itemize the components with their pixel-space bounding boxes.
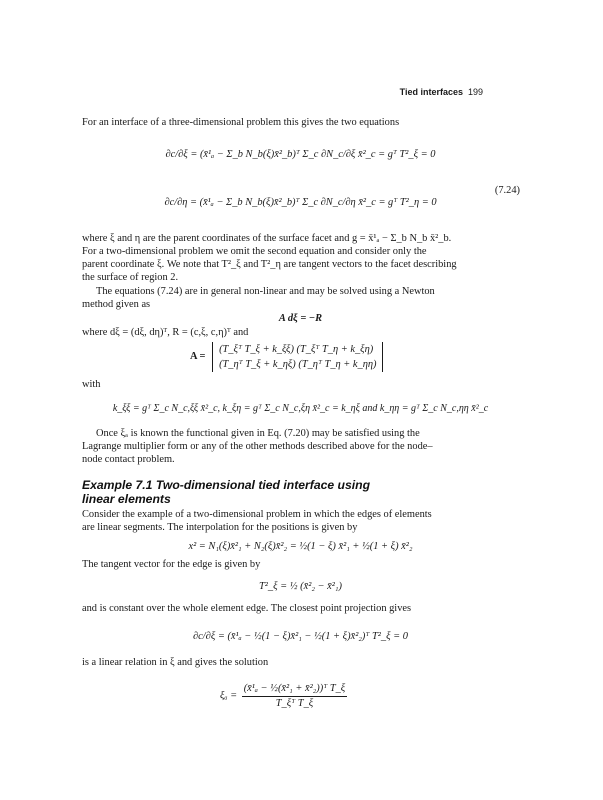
example-projection-text: and is constant over the whole element edge. The closest point projection gives	[82, 603, 412, 614]
paragraph-parent-coords-l3: parent coordinate ξ. We note that T²_ξ and T²_η are tangent vectors to the facet describing	[82, 259, 457, 270]
paragraph-once-l1: Once ξₐ is known the functional given in Eq. (7.20) may be satisfied using the	[96, 428, 420, 439]
word-with: with	[82, 379, 101, 390]
equation-24a: ∂c/∂ξ = (x̄¹ₐ − Σ_b N_b(ξ)x̄²_b)ᵀ Σ_c ∂N_c/∂ξ x̄²_c = gᵀ T²_ξ = 0	[165, 149, 436, 160]
equation-24b: ∂c/∂η = (x̄¹ₐ − Σ_b N_b(ξ)x̄²_b)ᵀ Σ_c ∂N_c/∂η x̄²_c = gᵀ T²_η = 0	[164, 197, 437, 208]
header-title: Tied interfaces	[399, 87, 463, 97]
solution-lhs: ξₐ =	[220, 690, 238, 702]
paragraph-intro: For an interface of a three-dimensional problem this gives the two equations	[82, 117, 400, 128]
equation-interpolation: x² = N₁(ξ)x̄²₁ + N₂(ξ)x̄²₂ = ½(1 − ξ) x̄²₁ + ½(1 + ξ) x̄²₂	[188, 541, 413, 552]
paragraph-newton-l1: The equations (7.24) are in general non-linear and may be solved using a Newton	[96, 286, 435, 297]
paragraph-newton-l2: method given as	[82, 299, 151, 310]
equation-number: (7.24)	[494, 185, 520, 196]
matrix-a-row-2: (T_ηᵀ T_ξ + k_ηξ) (T_ηᵀ T_η + k_ηη)	[219, 359, 377, 370]
equation-closest-point: ∂c/∂ξ = (x̄¹ₐ − ½(1 − ξ)x̄²₁ − ½(1 + ξ)x̄²₂)ᵀ T²_ξ = 0	[193, 631, 408, 642]
paragraph-once-l2: Lagrange multiplier form or any of the other methods described above for the node–	[82, 441, 433, 452]
solution-denominator: T_ξᵀ T_ξ	[275, 697, 314, 709]
example-heading-l2: linear elements	[82, 492, 171, 506]
matrix-a-row-1: (T_ξᵀ T_ξ + k_ξξ) (T_ξᵀ T_η + k_ξη)	[219, 344, 374, 355]
paragraph-parent-coords-l4: the surface of region 2.	[82, 272, 179, 283]
solution-fraction	[242, 682, 348, 710]
matrix-a-label: A =	[190, 351, 206, 363]
paragraph-once-l3: node contact problem.	[82, 454, 175, 465]
matrix-a	[212, 342, 383, 372]
paragraph-residual: where dξ = (dξ, dη)ᵀ, R = (c,ξ, c,η)ᵀ and	[82, 327, 249, 338]
equation-solution	[220, 682, 440, 710]
equation-k-terms: k_ξξ = gᵀ Σ_c N_c,ξξ x̄²_c, k_ξη = gᵀ Σ_c N_c,ξη x̄²_c = k_ηξ and k_ηη = gᵀ Σ_c N_c,ηη x̄²_c	[112, 403, 489, 414]
example-tangent-text: The tangent vector for the edge is given by	[82, 559, 261, 570]
example-paragraph-l1: Consider the example of a two-dimensional problem in which the edges of elements	[82, 509, 432, 520]
equation-tangent: T²_ξ = ½ (x̄²₂ − x̄²₁)	[259, 581, 342, 592]
matrix-a-block	[190, 342, 520, 372]
example-paragraph-l2: are linear segments. The interpolation for the positions is given by	[82, 522, 358, 533]
example-heading-l1: Example 7.1 Two-dimensional tied interface using	[82, 478, 371, 492]
solution-numerator: (x̄¹ₐ − ½(x̄²₁ + x̄²₂))ᵀ T_ξ	[242, 682, 348, 697]
running-header	[0, 86, 603, 100]
page-number: 199	[467, 87, 483, 97]
example-linear-text: is a linear relation in ξ and gives the solution	[82, 657, 269, 668]
equation-newton: A dξ = −R	[278, 313, 323, 324]
paragraph-parent-coords-l2: For a two-dimensional problem we omit the second equation and consider only the	[82, 246, 427, 257]
paragraph-parent-coords-l1: where ξ and η are the parent coordinates of the surface facet and g = x̄¹ₐ − Σ_b N_b x̄²_b.	[82, 233, 452, 244]
